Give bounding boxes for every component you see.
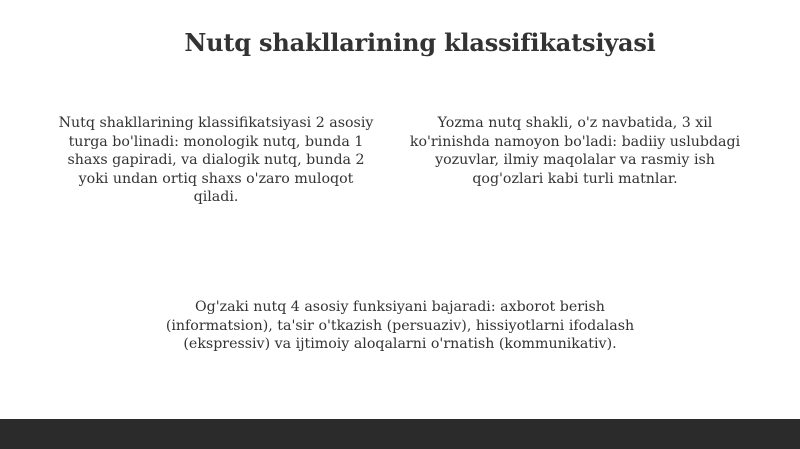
slide-title: Nutq shakllarining klassifikatsiyasi — [184, 28, 656, 57]
footer-bar — [0, 419, 800, 449]
right-text-block: Yozma nutq shakli, o'z navbatida, 3 xil ko'rinishda namoyon bo'ladi: badiiy uslubdagi yozuvlar, ilmiy maqolalar va rasmiy ish qog'ozlari kabi turli matnlar. — [409, 115, 741, 187]
left-text-block: Nutq shakllarining klassifikatsiyasi 2 asosiy turga bo'linadi: monologik nutq, bunda 1 shaxs gapiradi, va dialogik nutq, bunda 2 yoki undan ortiq shaxs o'zaro muloqot qiladi. — [58, 115, 374, 205]
bottom-text-block: Og'zaki nutq 4 asosiy funksiyani bajaradi: axborot berish (informatsion), ta'sir o'tkazish (persuaziv), hissiyotlarni ifodalash (ekspressiv) va ijtimoiy aloqalarni o'rnatish (kommunikativ). — [165, 299, 635, 352]
